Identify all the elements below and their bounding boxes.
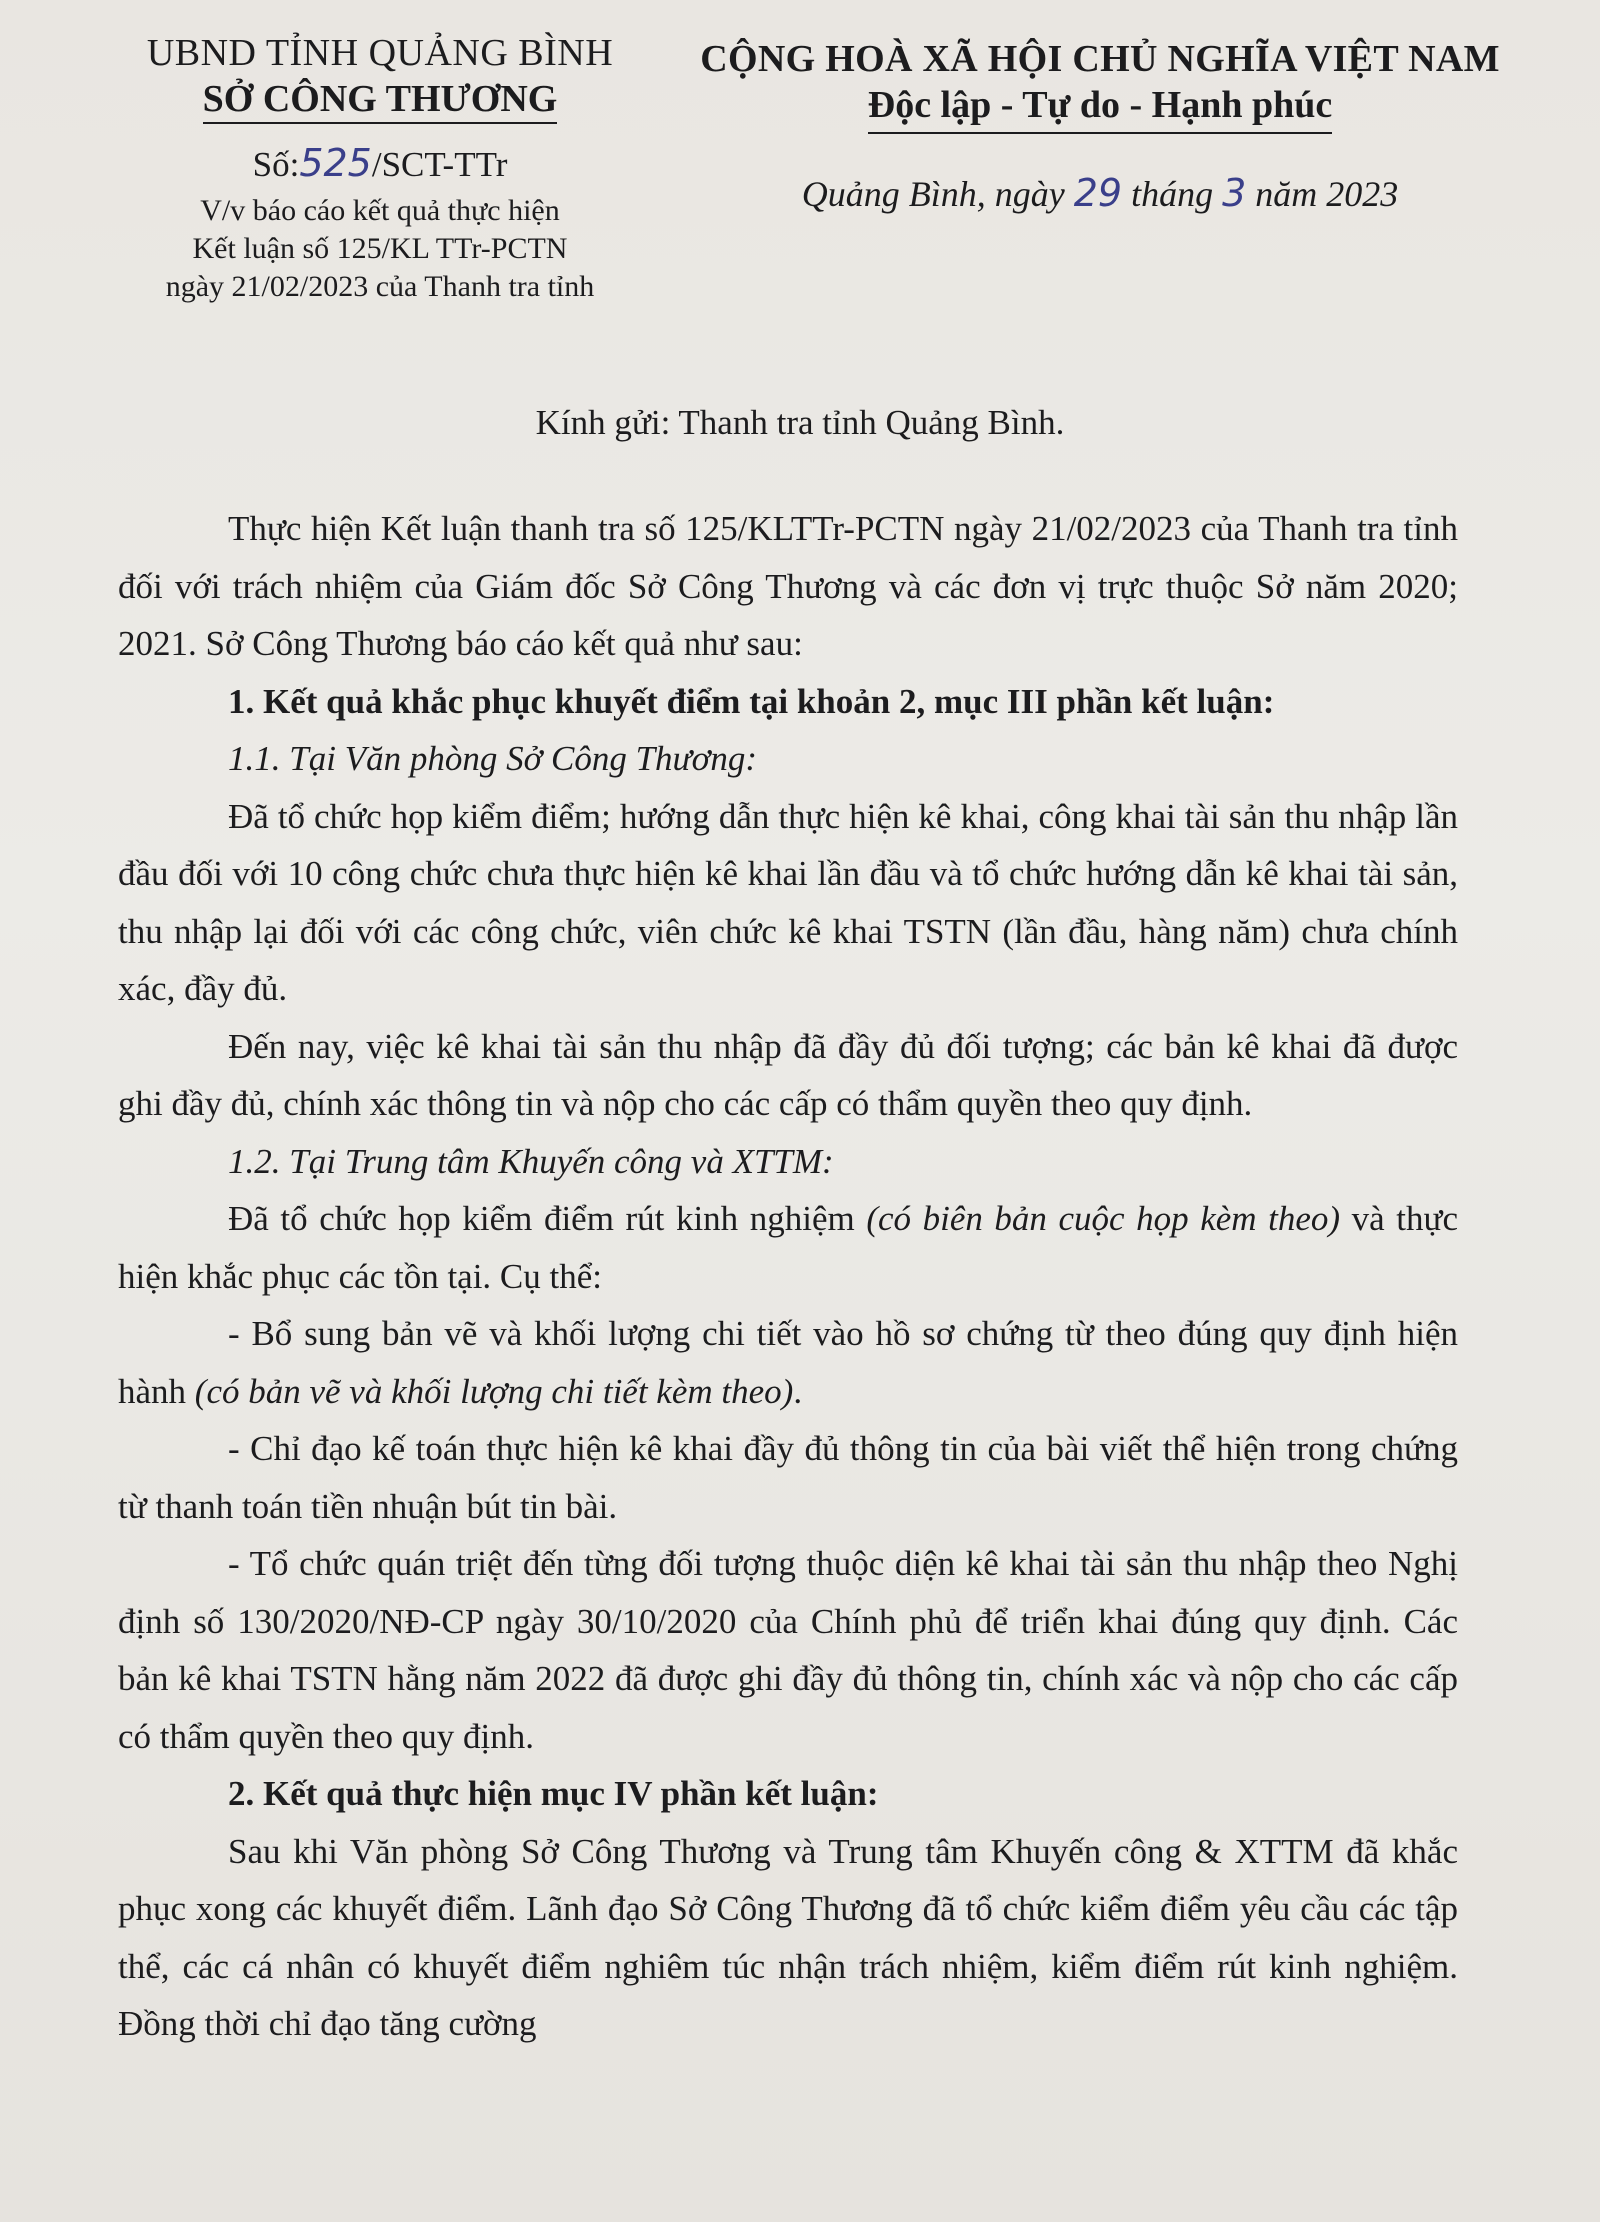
date-year: năm 2023 [1255, 174, 1399, 214]
department-name [110, 76, 650, 122]
recipient-line: Kính gửi: Thanh tra tỉnh Quảng Bình. [535, 403, 1065, 442]
issuing-authority-block [110, 30, 650, 306]
bullet-1-end: . [793, 1371, 803, 1411]
document-subject [110, 192, 650, 306]
doc-number-suffix: /SCT-TTr [371, 145, 508, 184]
subsection-1-2-heading: 1.2. Tại Trung tâm Khuyến công và XTTM: [228, 1141, 834, 1181]
department-name-text: SỞ CÔNG THƯƠNG [203, 78, 558, 124]
bullet-1 [118, 1305, 1458, 1420]
p12-text-italic: (có biên bản cuộc họp kèm theo) [866, 1199, 1341, 1238]
subsection-1-1-paragraph-2: Đến nay, việc kê khai tài sản thu nhập đã đầy đủ đối tượng; các bản kê khai đã được ghi đầy đủ, chính xác thông tin và nộp cho các cấp có thẩm quyền theo quy định. [118, 1026, 1458, 1123]
subsection-1-2-paragraph [118, 1190, 1458, 1305]
provincial-committee-name: UBND TỈNH QUẢNG BÌNH [146, 32, 614, 74]
bullet-2: - Chỉ đạo kế toán thực hiện kê khai đầy đủ thông tin của bài viết thể hiện trong chứng từ thanh toán tiền nhuận bút tin bài. [118, 1429, 1458, 1526]
bullet-1-italic: (có bản vẽ và khối lượng chi tiết kèm theo) [194, 1371, 794, 1411]
intro-paragraph: Thực hiện Kết luận thanh tra số 125/KLTTr-PCTN ngày 21/02/2023 của Thanh tra tỉnh đối với trách nhiệm của Giám đốc Sở Công Thương và các đơn vị trực thuộc Sở năm 2020; 2021. Sở Công Thương báo cáo kết quả như sau: [118, 509, 1458, 663]
p12-text-start: Đã tổ chức họp kiểm điểm rút kinh nghiệm [228, 1199, 867, 1238]
date-month-handwritten: 3 [1222, 171, 1247, 215]
p12-text-end: và thực hiện khắc phục các tồn tại. Cụ thể: [118, 1199, 1458, 1296]
subject-line-3: ngày 21/02/2023 của Thanh tra tỉnh [165, 270, 595, 303]
subject-line-1: V/v báo cáo kết quả thực hiện [200, 194, 560, 227]
date-day-handwritten: 29 [1073, 171, 1123, 215]
bullet-3: - Tổ chức quán triệt đến từng đối tượng thuộc diện kê khai tài sản thu nhập theo Nghị định số 130/2020/NĐ-CP ngày 30/10/2020 của Chính phủ để triển khai đúng quy định. Các bản kê khai TSTN hằng năm 2022 đã được ghi đầy đủ thông tin, chính xác và nộp cho các cấp có thẩm quyền theo quy định. [118, 1544, 1458, 1756]
subject-line-2: Kết luận số 125/KL TTr-PCTN [192, 232, 568, 265]
national-title: CỘNG HOÀ XÃ HỘI CHỦ NGHĨA VIỆT NAM [700, 38, 1500, 80]
national-header-block [680, 36, 1520, 217]
bullet-1-start: - Bổ sung bản vẽ và khối lượng chi tiết vào hồ sơ chứng từ theo đúng quy định hiện hành [118, 1314, 1458, 1411]
subsection-1-1-paragraph-1: Đã tổ chức họp kiểm điểm; hướng dẫn thực hiện kê khai, công khai tài sản thu nhập lần đầu đối với 10 công chức chưa thực hiện kê khai lần đầu và tổ chức hướng dẫn kê khai tài sản, thu nhập lại đối với các công chức, viên chức kê khai TSTN (lần đầu, hàng năm) chưa chính xác, đầy đủ. [118, 796, 1458, 1008]
national-motto: Độc lập - Tự do - Hạnh phúc [868, 82, 1333, 134]
subsection-1-1-heading: 1.1. Tại Văn phòng Sở Công Thương: [228, 739, 757, 778]
issue-date [680, 170, 1520, 217]
document-body [118, 500, 1458, 2053]
section-2-paragraph: Sau khi Văn phòng Sở Công Thương và Trung tâm Khuyến công & XTTM đã khắc phục xong các khuyết điểm. Lãnh đạo Sở Công Thương đã tổ chức kiểm điểm yêu cầu các tập thể, các cá nhân có khuyết điểm nghiêm túc nhận trách nhiệm, kiểm điểm rút kinh nghiệm. Đồng thời chỉ đạo tăng cường [118, 1831, 1458, 2043]
date-prefix: Quảng Bình, ngày [801, 174, 1065, 214]
section-2-heading: 2. Kết quả thực hiện mục IV phần kết luận: [228, 1774, 879, 1813]
document-number [110, 140, 650, 188]
doc-number-prefix: Số: [252, 145, 300, 184]
date-month-word: tháng [1131, 174, 1214, 214]
doc-number-handwritten: 525 [299, 141, 372, 185]
section-1-heading: 1. Kết quả khắc phục khuyết điểm tại khoản 2, mục III phần kết luận: [228, 681, 1275, 721]
